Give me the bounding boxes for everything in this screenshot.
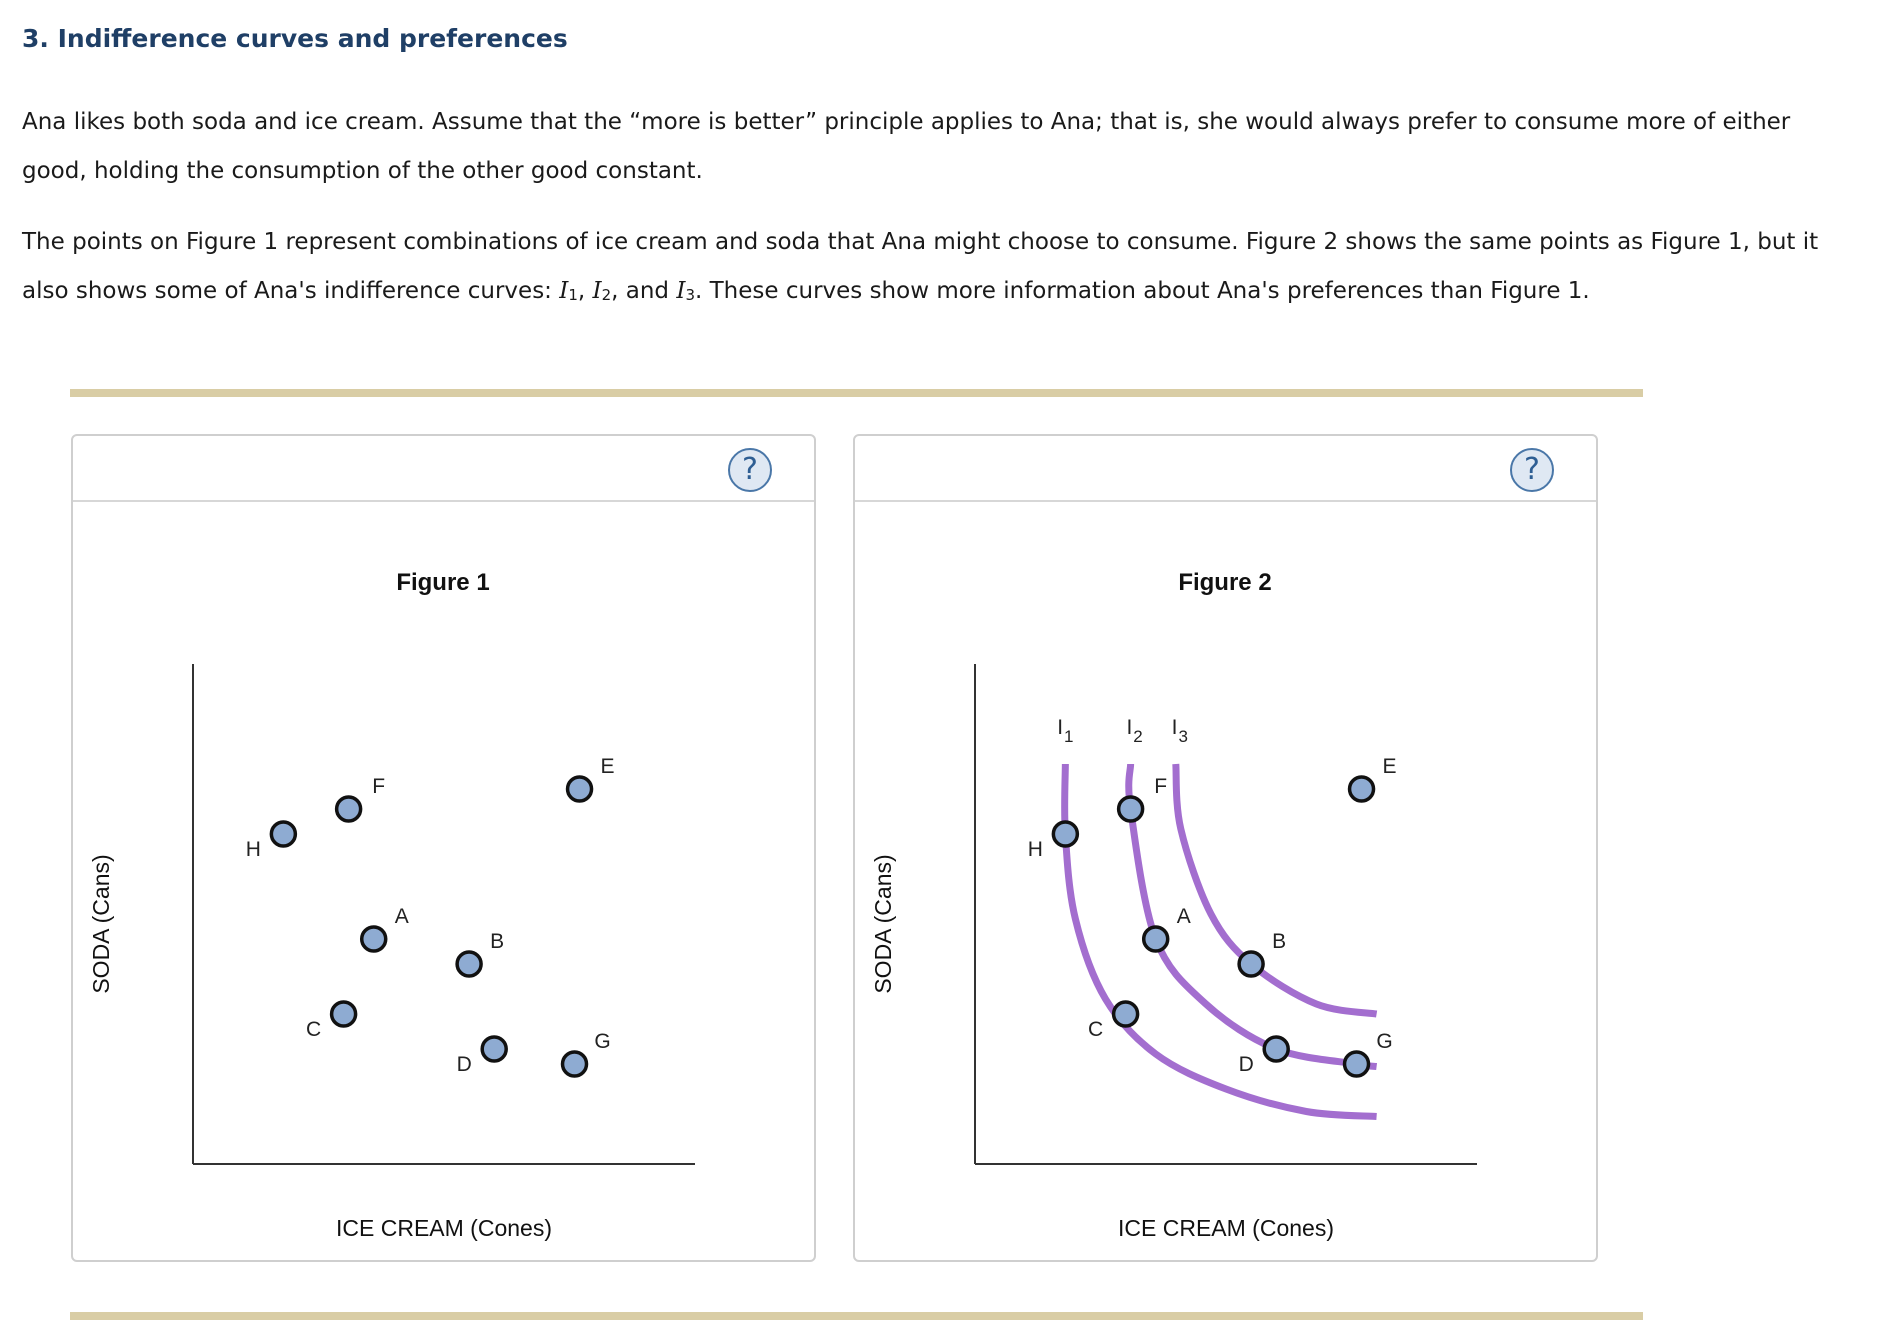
paragraph-separator-1: , — [577, 278, 593, 304]
figure-1-point-e[interactable] — [568, 777, 592, 801]
bottom-divider — [70, 1312, 1643, 1320]
figure-2-title: Figure 2 — [1178, 569, 1272, 596]
figure-1-y-axis-label: SODA (Cans) — [88, 854, 114, 994]
indifference-curve-2 — [1129, 764, 1377, 1067]
figure-1-point-label-d: D — [456, 1053, 472, 1076]
figure-1-point-label-c: C — [306, 1018, 322, 1041]
figure-1-point-h[interactable] — [271, 822, 295, 846]
figure-1-point-g[interactable] — [563, 1052, 587, 1076]
page-title: 3. Indifference curves and preferences — [22, 24, 568, 53]
figure-2-x-axis-label: ICE CREAM (Cones) — [1118, 1215, 1334, 1241]
curve-label-3 — [1172, 716, 1188, 746]
curve-subscript-2: 2 — [601, 286, 612, 304]
figure-2-help-button[interactable]: ? — [1510, 448, 1554, 492]
top-divider — [70, 389, 1643, 397]
figure-1-point-d[interactable] — [482, 1037, 506, 1061]
paragraph-text-start: The points on Figure 1 represent combinations of ice cream and soda that Ana might choose to consume. Figure 2 shows the same points as Figure 1, but it also shows some of Ana's indifference curves: — [22, 229, 1819, 304]
figure-1-point-label-e: E — [600, 755, 615, 778]
paragraph-text-end: . These curves show more information about Ana's preferences than Figure 1. — [695, 278, 1590, 304]
curve-symbol-2: I — [592, 278, 602, 304]
figure-2-point-b[interactable] — [1239, 952, 1263, 976]
curve-subscript-1: 1 — [568, 286, 578, 304]
figure-1-point-a[interactable] — [362, 927, 386, 951]
figure-1-point-c[interactable] — [332, 1002, 356, 1026]
figure-2-point-label-g: G — [1376, 1030, 1393, 1053]
curve-subscript-3: 3 — [685, 286, 695, 304]
figure-2-point-c[interactable] — [1114, 1002, 1138, 1026]
figure-2-point-g[interactable] — [1345, 1052, 1369, 1076]
curve-label-2 — [1126, 716, 1142, 746]
figure-2-point-label-e: E — [1382, 755, 1397, 778]
figure-2-chart — [855, 436, 1596, 1260]
figure-2-point-label-d: D — [1238, 1053, 1254, 1076]
figure-2-point-label-c: C — [1088, 1018, 1104, 1041]
figure-1-panel — [71, 434, 816, 1262]
figure-2-point-d[interactable] — [1264, 1037, 1288, 1061]
figure-2-y-axis-label: SODA (Cans) — [870, 854, 896, 994]
figures-paragraph — [22, 218, 1862, 320]
curve-label-3-subscript: 3 — [1178, 727, 1188, 746]
figure-2-point-h[interactable] — [1053, 822, 1077, 846]
figure-2-point-label-a: A — [1176, 905, 1191, 928]
figure-2-point-a[interactable] — [1144, 927, 1168, 951]
curve-symbol-1: I — [559, 278, 569, 304]
curve-label-1-subscript: 1 — [1064, 727, 1074, 746]
paragraph-separator-2: , and — [611, 278, 677, 304]
figure-1-x-axis-label: ICE CREAM (Cones) — [336, 1215, 552, 1241]
figure-1-point-label-b: B — [490, 930, 505, 953]
figure-2-point-label-h: H — [1027, 838, 1043, 861]
figure-2-point-label-f: F — [1154, 775, 1168, 798]
figure-1-point-label-f: F — [372, 775, 386, 798]
figure-1-chart — [73, 436, 814, 1260]
figure-2-point-label-b: B — [1272, 930, 1287, 953]
curve-label-1 — [1057, 716, 1073, 746]
curve-label-1-letter: I — [1057, 716, 1064, 739]
figure-2-panel — [853, 434, 1598, 1262]
figure-1-point-f[interactable] — [337, 797, 361, 821]
figure-1-help-button[interactable]: ? — [728, 448, 772, 492]
figure-1-title: Figure 1 — [396, 569, 490, 596]
indifference-curve-3 — [1176, 764, 1377, 1014]
figure-2-point-f[interactable] — [1119, 797, 1143, 821]
curve-label-2-subscript: 2 — [1133, 727, 1143, 746]
figure-2-point-e[interactable] — [1350, 777, 1374, 801]
figure-1-point-label-h: H — [245, 838, 261, 861]
figure-1-point-label-a: A — [394, 905, 409, 928]
curve-label-3-letter: I — [1171, 716, 1178, 739]
curve-label-2-letter: I — [1126, 716, 1133, 739]
figure-1-point-label-g: G — [594, 1030, 611, 1053]
curve-symbol-3: I — [676, 278, 686, 304]
figure-1-point-b[interactable] — [457, 952, 481, 976]
intro-paragraph: Ana likes both soda and ice cream. Assume that the “more is better” principle applies to Ana; that is, she would always prefer to consume more of either good, holding the consumption of the other good constant. — [22, 109, 1791, 184]
